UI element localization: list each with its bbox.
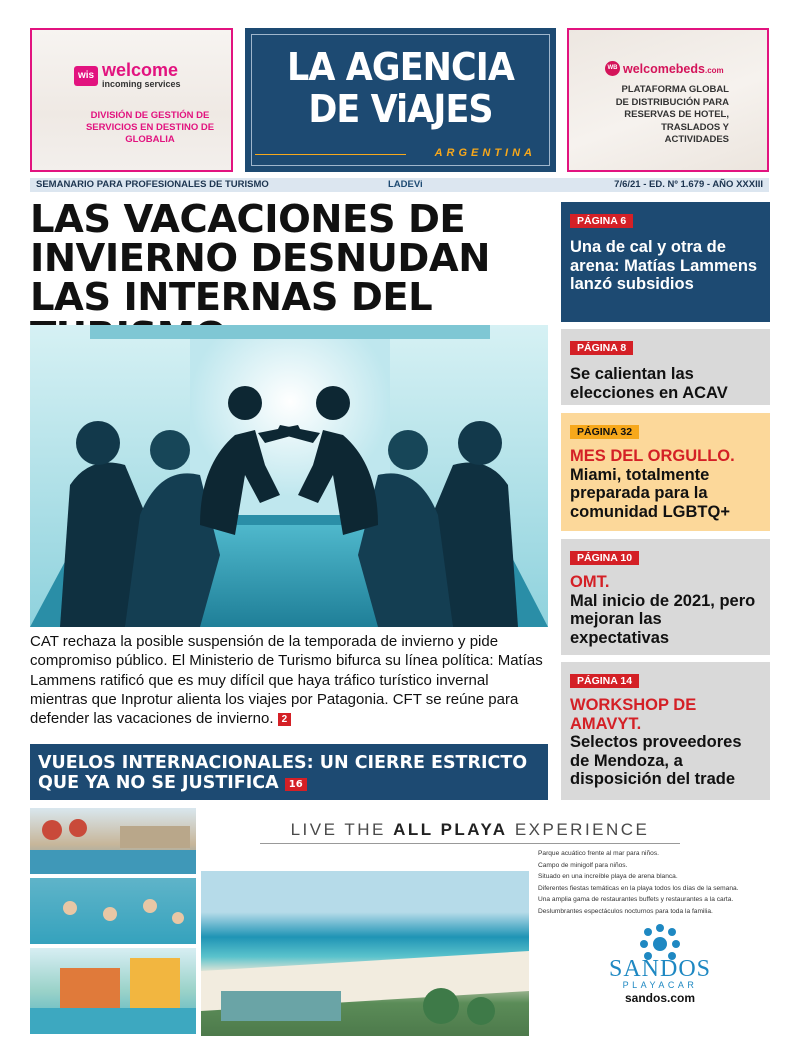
sidebar-teaser-page-32[interactable] — [561, 413, 770, 531]
lead-text: CAT rechaza la posible suspensión de la temporada de invierno y pide compromiso público. El Ministerio de Turismo bifurca su línea política: Matías Lammens ratificó que es muy difícil que haya tráfico turístico invernal mientras que Inprotur alienta los viajes por Patagonia. CFT se reúne para defender las vacaciones de invierno. — [30, 633, 543, 728]
business-meeting-illustration[interactable] — [30, 325, 548, 627]
list-item: Situado en una increíble playa de arena blanca. — [538, 873, 678, 880]
secondary-headline[interactable] — [30, 744, 548, 800]
sidebar-teaser-page-8[interactable] — [561, 329, 770, 405]
welcomebeds-description: PLATAFORMA GLOBAL DE DISTRIBUCIÓN PARA RESERVAS DE HOTEL, TRASLADOS Y ACTIVIDADES — [615, 84, 729, 145]
ladevi-logo: LADEVi — [388, 179, 423, 190]
info-tagline: SEMANARIO PARA PROFESIONALES DE TURISMO — [36, 179, 269, 190]
sidebar-teaser-page-14[interactable] — [561, 662, 770, 800]
slogan-pre: LIVE THE — [290, 820, 386, 839]
sidebar-teaser-page-10[interactable] — [561, 539, 770, 655]
meeting-illustration-svg — [30, 325, 548, 627]
list-item: Diferentes fiestas temáticas en la playa todos los días de la semana. — [538, 884, 739, 892]
page-tag: PÁGINA 32 — [570, 425, 639, 439]
wis-description: DIVISIÓN DE GESTIÓN DE SERVICIOS EN DESTINO DE GLOBALIA — [85, 110, 215, 145]
wis-brand-name: welcome — [102, 60, 179, 80]
welcomebeds-brand-suffix: .com — [704, 65, 724, 75]
page-tag: PÁGINA 6 — [570, 214, 633, 228]
teaser-text: Miami, totalmente preparada para la comunidad LGBTQ+ — [570, 465, 730, 521]
wis-logo — [74, 62, 181, 89]
masthead-subtitle: ARGENTINA — [434, 147, 536, 159]
list-item: Parque acuático frente al mar para niños. — [538, 850, 659, 857]
slogan-bold: ALL PLAYA — [393, 820, 508, 839]
lead-paragraph — [30, 632, 550, 728]
sandos-ad[interactable] — [30, 808, 770, 1036]
page-tag: PÁGINA 8 — [570, 341, 633, 355]
teaser-text: Mal inicio de 2021, pero mejoran las expectativas — [570, 591, 756, 647]
resort-pool-photo — [30, 808, 196, 874]
list-item: Campo de minigolf para niños. — [538, 861, 628, 869]
water-park-photo — [30, 948, 196, 1034]
sidebar-teaser-page-6[interactable] — [561, 202, 770, 322]
secondary-headline-text: VUELOS INTERNACIONALES: UN CIERRE ESTRICTO QUE YA NO SE JUSTIFICA — [38, 753, 528, 793]
welcome-incoming-ad[interactable] — [30, 28, 233, 172]
list-item: Una amplia gama de restaurantes buffets y restaurantes a la carta. — [538, 896, 734, 903]
kids-swimming-photo — [30, 878, 196, 944]
teaser-text: Una de cal y otra de arena: Matías Lammens lanzó subsidios — [570, 238, 758, 293]
info-bar — [30, 178, 769, 192]
teaser-kicker: MES DEL ORGULLO. — [570, 447, 735, 465]
sandos-brand-sub: PLAYACAR — [622, 980, 698, 990]
welcomebeds-brand-name: welcomebeds — [623, 61, 705, 76]
aerial-beach-resort-photo — [201, 871, 529, 1036]
slogan-post: EXPERIENCE — [514, 820, 650, 839]
masthead-title-line1: LA AGENCIA — [287, 45, 514, 89]
teaser-kicker: OMT. — [570, 573, 610, 591]
welcomebeds-logo — [605, 61, 724, 76]
sandos-brand: SANDOS — [608, 956, 712, 982]
page-tag: PÁGINA 10 — [570, 551, 639, 565]
amenities-list — [538, 848, 770, 917]
main-headline[interactable]: LAS VACACIONES DE INVIERNO DESNUDAN LAS INTERNAS DEL — [30, 197, 490, 320]
secondary-page-ref[interactable]: 16 — [285, 778, 307, 791]
page-tag: PÁGINA 14 — [570, 674, 639, 688]
masthead — [245, 28, 556, 172]
wis-brand-sub: incoming services — [102, 79, 181, 89]
list-item: Deslumbrantes espectáculos nocturnos para toda la familia. — [538, 907, 713, 915]
teaser-kicker: WORKSHOP DE AMAVYT. — [570, 696, 697, 733]
lead-page-ref[interactable]: 2 — [278, 713, 292, 726]
masthead-title-line2: DE ViAJES — [308, 87, 493, 131]
wis-logo-mark: wis — [74, 66, 98, 86]
sandos-slogan — [260, 820, 680, 840]
edition-info: 7/6/21 - ED. Nº 1.679 - AÑO XXXIII — [614, 179, 763, 190]
sandos-url-link[interactable]: sandos.com — [624, 991, 696, 1005]
teaser-text: Selectos proveedores de Mendoza, a disposición del trade — [570, 733, 742, 788]
slogan-divider — [260, 843, 680, 844]
teaser-text: Se calientan las elecciones en ACAV — [570, 365, 728, 402]
welcomebeds-ad[interactable] — [567, 28, 769, 172]
welcomebeds-logo-mark: WB — [605, 61, 620, 76]
masthead-rule — [255, 154, 406, 155]
